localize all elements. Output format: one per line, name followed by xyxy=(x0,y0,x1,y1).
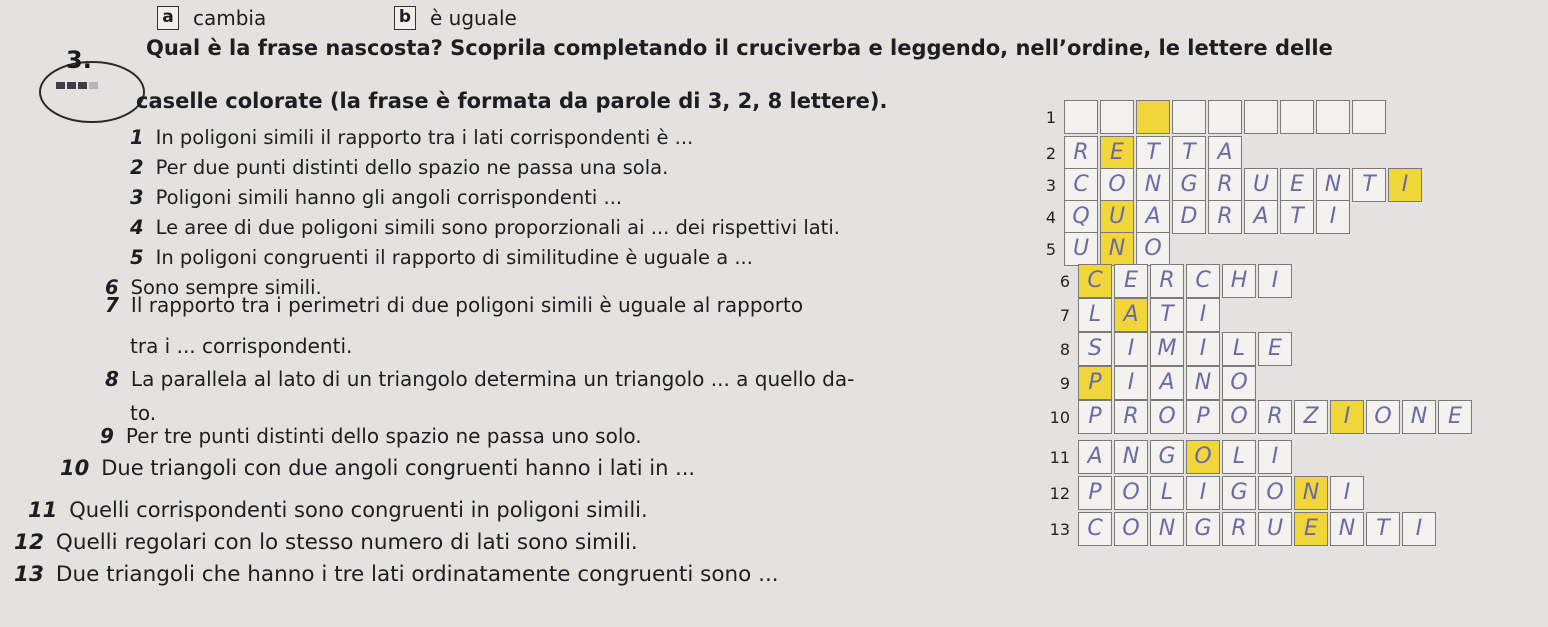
crossword-cell[interactable] xyxy=(1208,100,1242,134)
crossword-cell[interactable]: I xyxy=(1186,332,1220,366)
clue-7 xyxy=(105,293,803,317)
option-b xyxy=(394,6,517,30)
crossword-cell[interactable] xyxy=(1136,100,1170,134)
crossword-cell[interactable]: L xyxy=(1222,332,1256,366)
clue-number: 8 xyxy=(105,367,119,391)
clue-number: 3 xyxy=(130,186,144,209)
crossword-cell[interactable]: C xyxy=(1078,264,1112,298)
clue-4 xyxy=(130,216,840,239)
crossword-row-number: 6 xyxy=(1059,272,1070,291)
crossword-cell[interactable]: R xyxy=(1150,264,1184,298)
crossword-row-number: 10 xyxy=(1049,408,1070,427)
clue-number: 4 xyxy=(130,216,144,239)
crossword-cell[interactable]: P xyxy=(1078,476,1112,510)
option-a xyxy=(157,6,266,30)
clue-3 xyxy=(130,186,622,209)
crossword-cell[interactable]: C xyxy=(1186,264,1220,298)
clue-text: Le aree di due poligoni simili sono proporzionali ai ... dei rispettivi lati. xyxy=(155,216,840,239)
crossword-cell[interactable]: G xyxy=(1150,440,1184,474)
crossword-cell[interactable]: G xyxy=(1186,512,1220,546)
clue-12 xyxy=(14,530,638,555)
crossword-cell[interactable]: T xyxy=(1172,136,1206,170)
crossword-cell[interactable]: E xyxy=(1280,168,1314,202)
crossword-cell[interactable]: I xyxy=(1186,476,1220,510)
option-b-letter: b xyxy=(394,6,416,30)
clue-number: 12 xyxy=(14,530,44,555)
crossword-row-number: 9 xyxy=(1059,374,1070,393)
clue-8-cont xyxy=(130,401,156,425)
crossword-cell[interactable]: O xyxy=(1136,232,1170,266)
crossword-row-number: 3 xyxy=(1045,176,1056,195)
crossword-cell[interactable] xyxy=(1280,100,1314,134)
crossword-cell[interactable] xyxy=(1352,100,1386,134)
crossword-row-number: 11 xyxy=(1049,448,1070,467)
crossword-cell[interactable]: G xyxy=(1172,168,1206,202)
crossword-row-number: 13 xyxy=(1049,520,1070,539)
crossword-cell[interactable]: C xyxy=(1064,168,1098,202)
crossword-cell[interactable]: N xyxy=(1136,168,1170,202)
clue-text: Quelli regolari con lo stesso numero di lati sono simili. xyxy=(55,530,638,555)
clue-text: In poligoni congruenti il rapporto di similitudine è uguale a ... xyxy=(155,246,753,269)
exercise-number: 3. xyxy=(66,46,92,74)
clue-number: 13 xyxy=(14,562,44,587)
clue-5 xyxy=(130,246,753,269)
clue-13 xyxy=(14,562,779,587)
option-a-letter: a xyxy=(157,6,179,30)
crossword-cell[interactable] xyxy=(1064,100,1098,134)
crossword-cell[interactable]: N xyxy=(1330,512,1364,546)
clue-text: Sono sempre simili. xyxy=(130,276,322,299)
crossword-cell[interactable]: U xyxy=(1064,232,1098,266)
clue-number: 10 xyxy=(60,456,90,480)
crossword-row-number: 4 xyxy=(1045,208,1056,227)
crossword-cell[interactable]: N xyxy=(1402,400,1436,434)
clue-text: Il rapporto tra i perimetri di due poligoni simili è uguale al rapporto xyxy=(130,293,804,317)
crossword-cell[interactable]: U xyxy=(1258,512,1292,546)
crossword-cell[interactable]: D xyxy=(1172,200,1206,234)
clue-text: La parallela al lato di un triangolo determina un triangolo ... a quello da- xyxy=(130,367,855,391)
clue-text: In poligoni simili il rapporto tra i lati corrispondenti è ... xyxy=(155,126,694,149)
clue-text: Due triangoli che hanno i tre lati ordinatamente congruenti sono ... xyxy=(55,562,779,587)
crossword-cell[interactable]: R xyxy=(1208,200,1242,234)
clue-text: Per tre punti distinti dello spazio ne passa uno solo. xyxy=(125,424,642,448)
crossword-cell[interactable]: R xyxy=(1222,512,1256,546)
crossword-cell[interactable]: M xyxy=(1150,332,1184,366)
crossword-cell[interactable]: T xyxy=(1352,168,1386,202)
clue-number: 5 xyxy=(130,246,144,269)
clue-number: 1 xyxy=(130,126,144,149)
crossword-cell[interactable]: O xyxy=(1258,476,1292,510)
clue-number: 11 xyxy=(28,498,58,522)
crossword-cell[interactable]: T xyxy=(1136,136,1170,170)
clue-2 xyxy=(130,156,668,179)
crossword-cell[interactable]: R xyxy=(1208,168,1242,202)
crossword-cell[interactable]: I xyxy=(1114,332,1148,366)
crossword-cell[interactable]: I xyxy=(1258,440,1292,474)
crossword-cell[interactable] xyxy=(1244,100,1278,134)
crossword-cell[interactable]: O xyxy=(1366,400,1400,434)
crossword-cell[interactable]: I xyxy=(1316,200,1350,234)
crossword-cell[interactable]: T xyxy=(1366,512,1400,546)
crossword-cell[interactable]: R xyxy=(1258,400,1292,434)
crossword-cell[interactable]: O xyxy=(1150,400,1184,434)
crossword-cell[interactable]: P xyxy=(1078,400,1112,434)
crossword-cell[interactable]: O xyxy=(1114,476,1148,510)
crossword-cell[interactable]: A xyxy=(1078,440,1112,474)
crossword-cell[interactable]: I xyxy=(1258,264,1292,298)
clue-9 xyxy=(100,424,642,448)
crossword-cell[interactable]: U xyxy=(1100,200,1134,234)
crossword-cell[interactable]: U xyxy=(1244,168,1278,202)
clue-text: Due triangoli con due angoli congruenti hanno i lati in ... xyxy=(101,456,696,480)
clue-number: 9 xyxy=(100,424,114,448)
clue-7-cont xyxy=(130,334,352,358)
crossword-cell[interactable]: L xyxy=(1222,440,1256,474)
crossword-cell[interactable]: Z xyxy=(1294,400,1328,434)
crossword-cell[interactable]: O xyxy=(1100,168,1134,202)
crossword-row-number: 8 xyxy=(1059,340,1070,359)
crossword-row-number: 2 xyxy=(1045,144,1056,163)
crossword-cell[interactable]: A xyxy=(1244,200,1278,234)
crossword-cell[interactable]: I xyxy=(1402,512,1436,546)
crossword-cell[interactable]: A xyxy=(1114,298,1148,332)
crossword-cell[interactable]: I xyxy=(1330,476,1364,510)
crossword-cell[interactable]: L xyxy=(1078,298,1112,332)
crossword-row-number: 1 xyxy=(1045,108,1056,127)
clue-11 xyxy=(28,498,648,522)
crossword-cell[interactable]: L xyxy=(1150,476,1184,510)
crossword-cell[interactable]: S xyxy=(1078,332,1112,366)
crossword-cell[interactable] xyxy=(1100,100,1134,134)
difficulty-square-icon xyxy=(56,82,65,89)
crossword-cell[interactable]: G xyxy=(1222,476,1256,510)
clue-number: 2 xyxy=(130,156,144,179)
crossword-cell[interactable]: E xyxy=(1294,512,1328,546)
exercise-intro-line2: caselle colorate (la frase è formata da parole di 3, 2, 8 lettere). xyxy=(136,89,888,113)
crossword-cell[interactable]: H xyxy=(1222,264,1256,298)
crossword-cell[interactable]: R xyxy=(1114,400,1148,434)
clue-text: tra i ... corrispondenti. xyxy=(130,334,353,358)
crossword-cell[interactable]: N xyxy=(1316,168,1350,202)
crossword-cell[interactable]: T xyxy=(1280,200,1314,234)
crossword-cell[interactable]: O xyxy=(1186,440,1220,474)
crossword-cell[interactable] xyxy=(1316,100,1350,134)
crossword-cell[interactable]: N xyxy=(1294,476,1328,510)
crossword-cell[interactable]: T xyxy=(1150,298,1184,332)
crossword-cell[interactable]: E xyxy=(1100,136,1134,170)
crossword-cell[interactable]: C xyxy=(1078,512,1112,546)
crossword-cell[interactable]: O xyxy=(1222,400,1256,434)
clue-8 xyxy=(105,367,854,391)
exercise-intro-line1: Qual è la frase nascosta? Scoprila completando il cruciverba e leggendo, nell’ordine, le lettere delle xyxy=(146,36,1333,60)
crossword-cell[interactable]: Q xyxy=(1064,200,1098,234)
crossword-cell[interactable]: O xyxy=(1114,512,1148,546)
crossword-row-number: 5 xyxy=(1045,240,1056,259)
crossword-cell[interactable]: A xyxy=(1208,136,1242,170)
crossword-cell[interactable]: I xyxy=(1330,400,1364,434)
crossword-cell[interactable]: A xyxy=(1136,200,1170,234)
crossword-cell[interactable]: A xyxy=(1150,366,1184,400)
clue-number: 7 xyxy=(105,293,119,317)
crossword-cell[interactable]: R xyxy=(1064,136,1098,170)
crossword-cell[interactable]: I xyxy=(1388,168,1422,202)
crossword-cell[interactable]: P xyxy=(1186,400,1220,434)
crossword-cell[interactable]: E xyxy=(1258,332,1292,366)
crossword-cell[interactable]: N xyxy=(1100,232,1134,266)
clue-text: Quelli corrispondenti sono congruenti in poligoni simili. xyxy=(69,498,648,522)
clue-text: Per due punti distinti dello spazio ne passa una sola. xyxy=(155,156,669,179)
option-a-text: cambia xyxy=(193,6,267,30)
difficulty-square-icon xyxy=(78,82,87,89)
crossword-cell[interactable]: O xyxy=(1222,366,1256,400)
clue-1 xyxy=(130,126,693,149)
clue-text: Poligoni simili hanno gli angoli corrispondenti ... xyxy=(155,186,623,209)
clue-text: to. xyxy=(130,401,157,425)
crossword-cell[interactable]: E xyxy=(1114,264,1148,298)
crossword-cell[interactable]: E xyxy=(1438,400,1472,434)
difficulty-square-icon xyxy=(67,82,76,89)
crossword-cell[interactable]: P xyxy=(1078,366,1112,400)
crossword-row-number: 12 xyxy=(1049,484,1070,503)
crossword-cell[interactable]: N xyxy=(1186,366,1220,400)
crossword-row-number: 7 xyxy=(1059,306,1070,325)
option-b-text: è uguale xyxy=(430,6,517,30)
crossword-cell[interactable]: I xyxy=(1186,298,1220,332)
crossword-cell[interactable]: I xyxy=(1114,366,1148,400)
crossword-cell[interactable]: N xyxy=(1114,440,1148,474)
crossword-cell[interactable] xyxy=(1172,100,1206,134)
difficulty-square-icon xyxy=(89,82,98,89)
clue-10 xyxy=(60,456,695,480)
clue-number: 6 xyxy=(105,276,119,299)
crossword-cell[interactable]: N xyxy=(1150,512,1184,546)
